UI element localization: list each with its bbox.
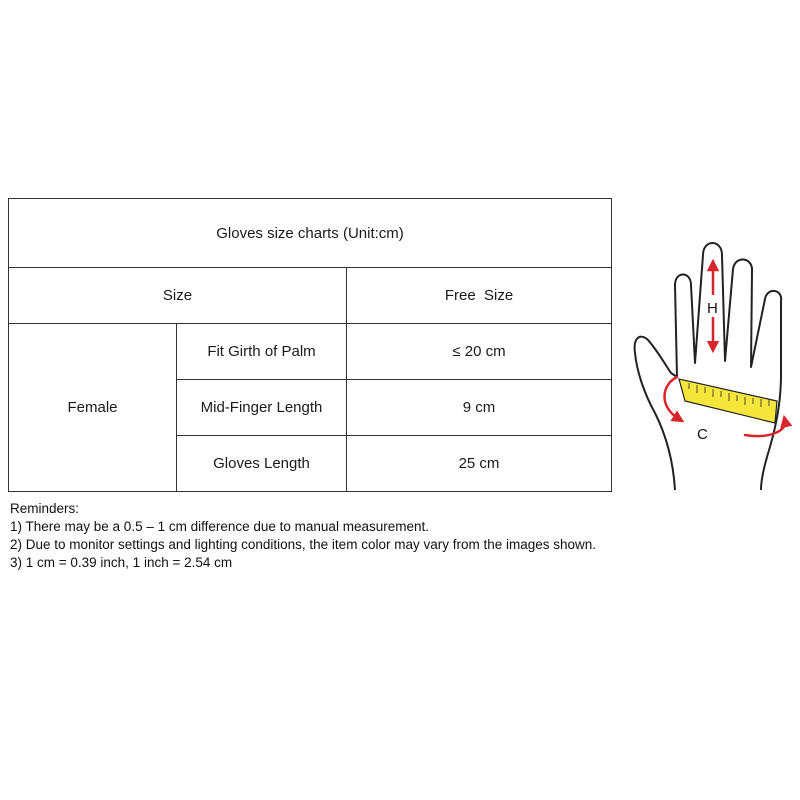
circumference-arrow-icon [745, 421, 785, 436]
measurement-name: Fit Girth of Palm [177, 324, 347, 380]
reminders-block [10, 500, 600, 572]
reminders-heading: Reminders: [10, 501, 80, 516]
measurement-name: Gloves Length [177, 436, 347, 492]
height-label: H [707, 300, 718, 317]
free-size-header: Free Size [347, 268, 612, 324]
measurement-name: Mid-Finger Length [177, 380, 347, 436]
reminder-item: 3) 1 cm = 0.39 inch, 1 inch = 2.54 cm [10, 555, 233, 570]
measurement-value: ≤ 20 cm [347, 324, 612, 380]
circumference-arrow-icon [665, 377, 680, 419]
reminder-item: 1) There may be a 0.5 – 1 cm difference due to manual measurement. [10, 519, 429, 534]
measurement-value: 9 cm [347, 380, 612, 436]
size-header: Size [9, 268, 347, 324]
measurement-value: 25 cm [347, 436, 612, 492]
group-label: Female [9, 324, 177, 492]
size-chart-table [8, 198, 612, 492]
circumference-label: C [697, 426, 708, 443]
hand-measurement-diagram [625, 235, 800, 490]
table-title: Gloves size charts (Unit:cm) [9, 199, 612, 268]
measuring-tape [679, 379, 777, 423]
hand-outline [635, 243, 782, 490]
reminder-item: 2) Due to monitor settings and lighting conditions, the item color may vary from the images shown. [10, 537, 597, 552]
